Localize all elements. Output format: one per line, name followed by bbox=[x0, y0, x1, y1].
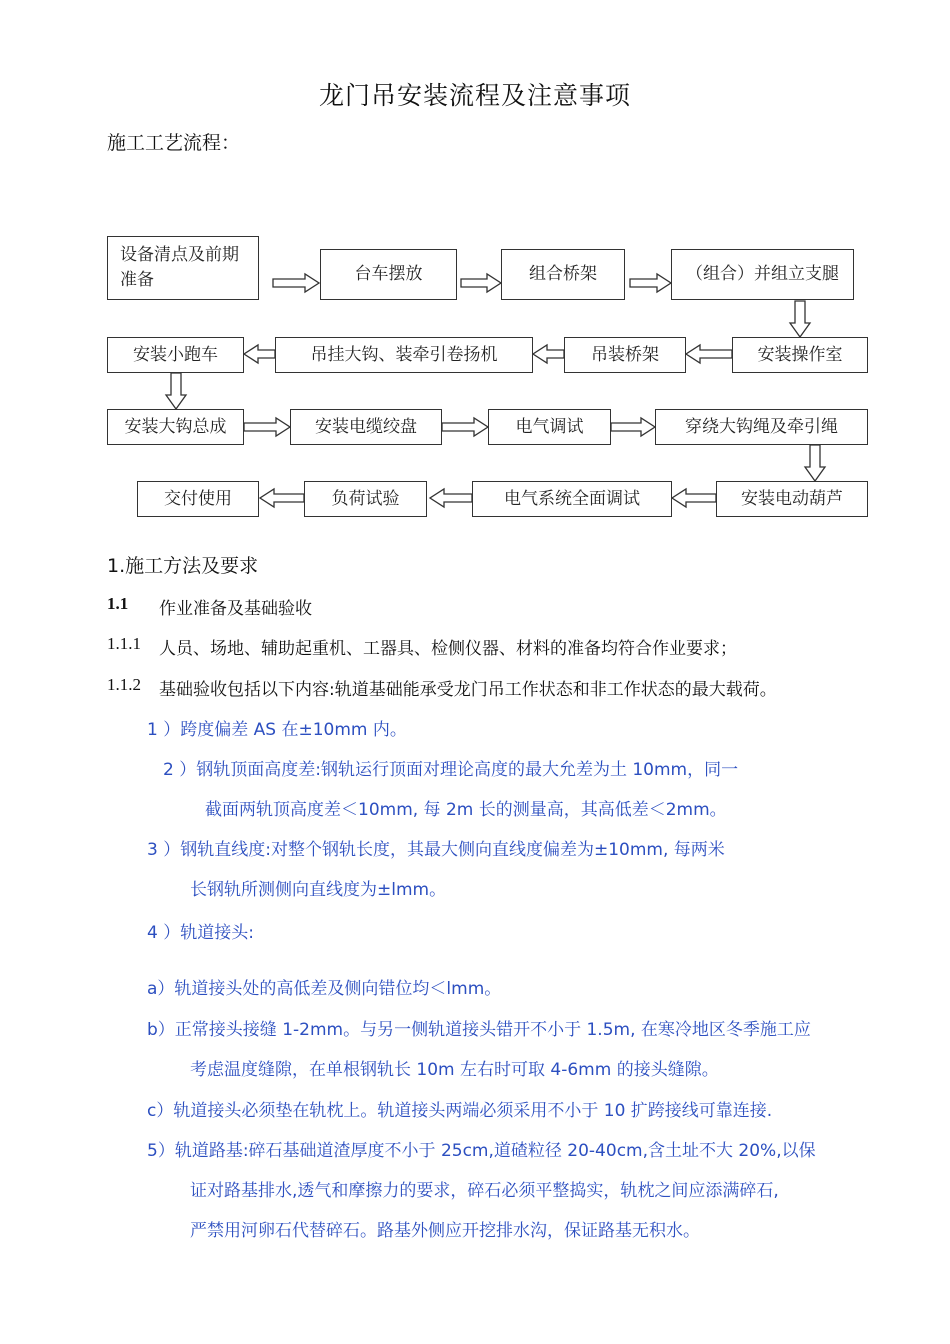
flow-step-prepare: 设备清点及前期准备 bbox=[107, 236, 259, 300]
list-item-rail-straightness-cont: 长钢轨所测侧向直线度为±lmm。 bbox=[190, 880, 447, 900]
list-item-joint-b-cont: 考虑温度缝隙，在单根钢轨长 10m 左右时可取 4-6mm 的接头缝隙。 bbox=[190, 1060, 719, 1080]
flow-step-install-cable-reel: 安装电缆绞盘 bbox=[290, 409, 442, 445]
clause-number: 1.1.1 bbox=[107, 634, 141, 653]
arrow-down-icon bbox=[166, 373, 186, 409]
flow-step-full-electrical-test: 电气系统全面调试 bbox=[472, 481, 672, 517]
list-item-joint-b: b）正常接头接缝 1-2mm。与另一侧轨道接头错开不小于 1.5m, 在寒冷地区冬季施工应 bbox=[147, 1020, 811, 1040]
flow-step-install-trolley: 安装小跑车 bbox=[107, 337, 244, 373]
section-title: 作业准备及基础验收 bbox=[159, 599, 312, 619]
flow-step-hoist-bridge: 吊装桥架 bbox=[564, 337, 686, 373]
list-item-rail-height: 2 ）钢轨顶面高度差:钢轨运行顶面对理论高度的最大允差为土 10mm，同一 bbox=[163, 760, 739, 780]
list-item-joint-c: c）轨道接头必须垫在轨枕上。轨道接头两端必须采用不小于 10 扩跨接线可靠连接. bbox=[147, 1101, 773, 1121]
flow-step-delivery: 交付使用 bbox=[137, 481, 259, 517]
arrow-right-icon bbox=[244, 418, 290, 436]
flow-step-reeve-ropes: 穿绕大钩绳及牵引绳 bbox=[655, 409, 868, 445]
list-item-joint-a: a）轨道接头处的高低差及侧向错位均＜lmm。 bbox=[147, 979, 502, 999]
arrow-down-icon bbox=[790, 301, 810, 337]
section-heading: 1.施工方法及要求 bbox=[107, 555, 259, 577]
list-item-roadbed: 5）轨道路基:碎石基础道渣厚度不小于 25cm,道碴粒径 20-40cm,含土址不大 20%,以保 bbox=[147, 1141, 816, 1161]
list-item-roadbed-cont2: 严禁用河卵石代替碎石。路基外侧应开挖排水沟，保证路基无积水。 bbox=[190, 1221, 700, 1241]
flow-step-load-test: 负荷试验 bbox=[304, 481, 427, 517]
list-item-rail-joints: 4 ）轨道接头: bbox=[147, 923, 254, 943]
section-number: 1.1 bbox=[107, 594, 129, 613]
list-item-rail-height-cont: 截面两轨顶高度差＜10mm, 每 2m 长的测量高，其高低差＜2mm。 bbox=[205, 800, 727, 820]
arrow-right-icon bbox=[461, 274, 501, 292]
list-item-span-deviation: 1 ）跨度偏差 AS 在±10mm 内。 bbox=[147, 720, 407, 740]
arrow-left-icon bbox=[672, 489, 716, 507]
arrow-right-icon bbox=[442, 418, 488, 436]
flow-step-assemble-bridge: 组合桥架 bbox=[501, 249, 625, 300]
flow-step-trolley-placement: 台车摆放 bbox=[320, 249, 457, 300]
clause-text: 人员、场地、辅助起重机、工器具、检侧仪器、材料的准备均符合作业要求； bbox=[159, 639, 737, 659]
flow-step-install-electric-hoist: 安装电动葫芦 bbox=[716, 481, 868, 517]
arrow-right-icon bbox=[630, 274, 671, 292]
flow-step-electrical-debug: 电气调试 bbox=[488, 409, 611, 445]
flow-step-erect-legs: （组合）并组立支腿 bbox=[671, 249, 854, 300]
arrow-left-icon bbox=[533, 345, 564, 363]
flow-step-hang-hook-winch: 吊挂大钩、装牵引卷扬机 bbox=[275, 337, 533, 373]
flow-step-install-cab: 安装操作室 bbox=[732, 337, 868, 373]
arrow-left-icon bbox=[430, 489, 472, 507]
arrow-left-icon bbox=[244, 345, 275, 363]
page-title: 龙门吊安装流程及注意事项 bbox=[318, 81, 631, 110]
flow-step-install-hook-assembly: 安装大钩总成 bbox=[107, 409, 244, 445]
list-item-roadbed-cont: 证对路基排水,透气和摩擦力的要求，碎石必须平整捣实，轨枕之间应添满碎石, bbox=[190, 1181, 779, 1201]
flow-heading: 施工工艺流程： bbox=[107, 132, 241, 154]
arrow-left-icon bbox=[260, 489, 304, 507]
clause-text: 基础验收包括以下内容:轨道基础能承受龙门吊工作状态和非工作状态的最大载荷。 bbox=[159, 680, 777, 700]
arrow-left-icon bbox=[686, 345, 732, 363]
clause-number: 1.1.2 bbox=[107, 675, 141, 694]
arrow-right-icon bbox=[611, 418, 655, 436]
arrow-right-icon bbox=[273, 274, 319, 292]
arrow-down-icon bbox=[805, 445, 825, 481]
list-item-rail-straightness: 3 ）钢轨直线度:对整个钢轨长度，其最大侧向直线度偏差为±10mm, 每两米 bbox=[147, 840, 725, 860]
